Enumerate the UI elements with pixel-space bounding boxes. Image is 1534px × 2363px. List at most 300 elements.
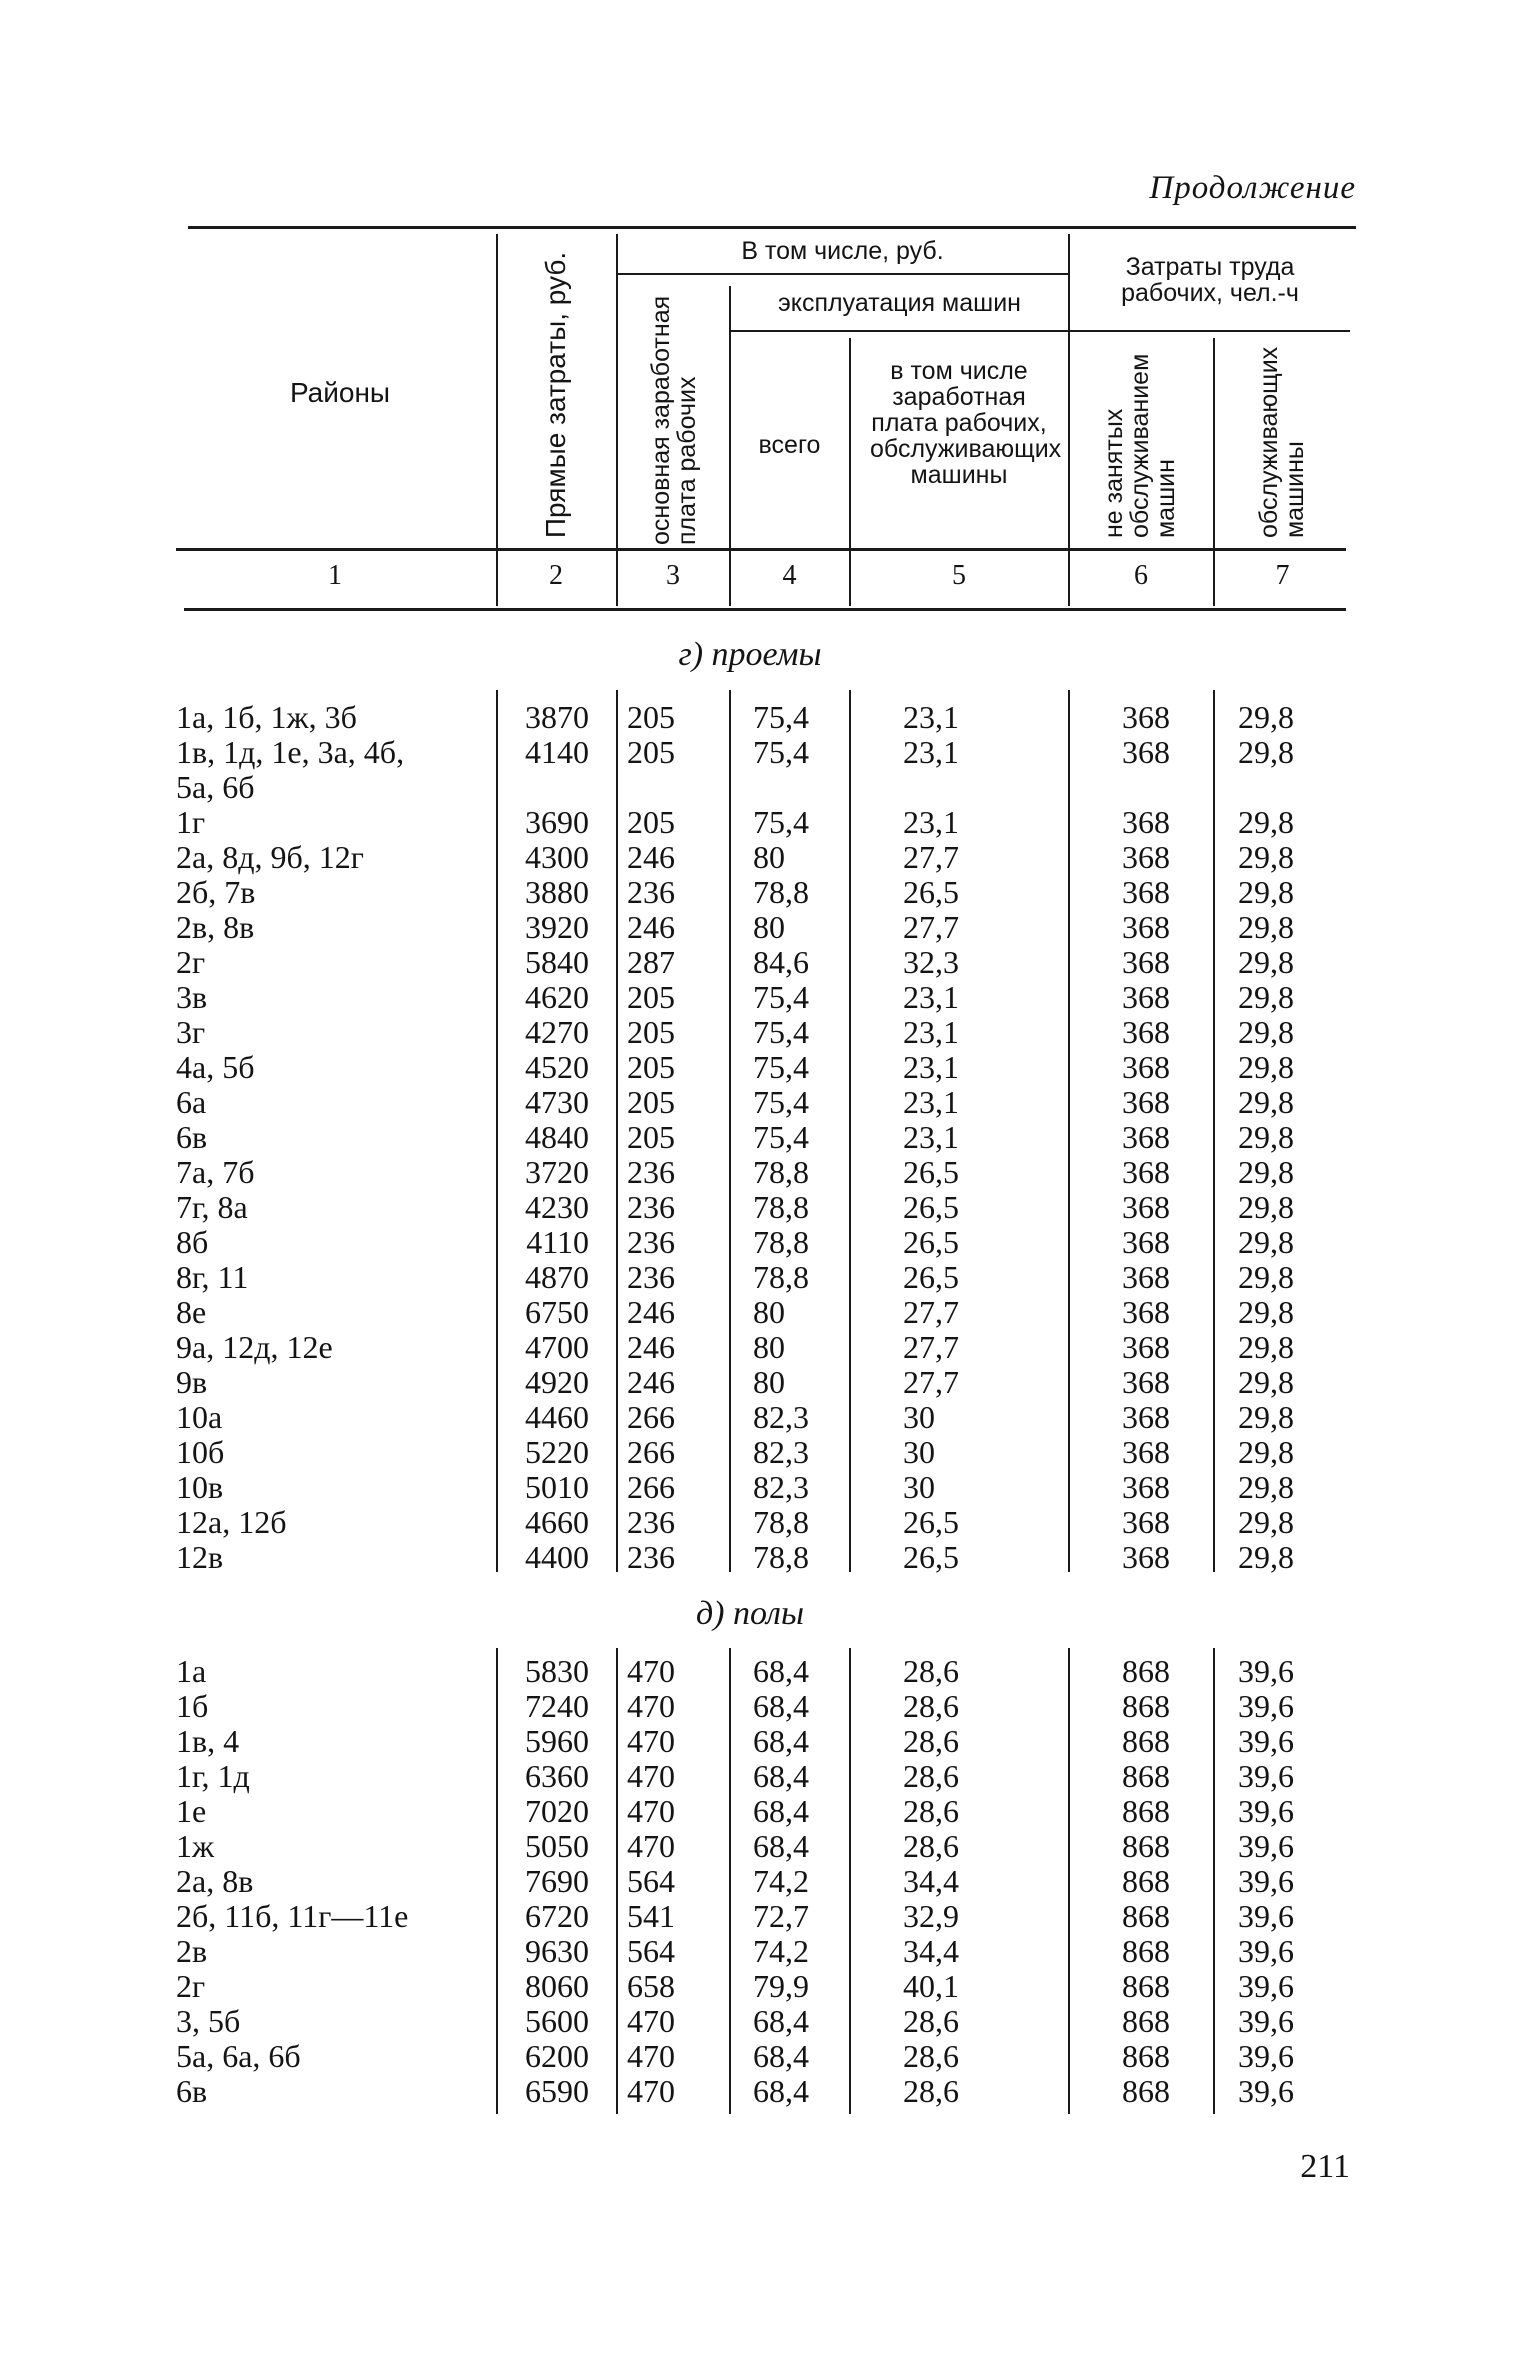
col-number-4: 4 xyxy=(782,560,797,591)
labor-not-employed-cell: 868 xyxy=(1122,1933,1170,1969)
region-cell: 2в, 8в xyxy=(176,909,255,945)
section-title-floors: д) полы xyxy=(695,1595,805,1632)
labor-servicing-cell: 39,6 xyxy=(1238,1828,1294,1864)
table-row xyxy=(176,735,1384,770)
table-row xyxy=(176,805,1384,840)
labor-not-employed-cell: 368 xyxy=(1122,1364,1170,1400)
region-cell: 6в xyxy=(176,1119,208,1155)
labor-not-employed-cell: 368 xyxy=(1122,979,1170,1015)
table-body-floors xyxy=(176,1654,1384,2114)
region-cell: 7а, 7б xyxy=(176,1154,255,1190)
table-row xyxy=(176,840,1384,875)
machine-wage-cell: 23,1 xyxy=(903,804,959,840)
machine-total-cell: 75,4 xyxy=(753,804,809,840)
region-cell: 9а, 12д, 12е xyxy=(176,1329,333,1365)
wage-cell: 236 xyxy=(627,1539,675,1575)
direct-cost-cell: 4460 xyxy=(525,1399,589,1435)
labor-not-employed-cell: 368 xyxy=(1122,874,1170,910)
machine-total-cell: 82,3 xyxy=(753,1399,809,1435)
machine-total-cell: 75,4 xyxy=(753,734,809,770)
machine-wage-cell: 32,9 xyxy=(903,1898,959,1934)
table-row xyxy=(176,700,1384,735)
incl-group-rule xyxy=(618,273,1068,275)
wage-cell: 205 xyxy=(627,1049,675,1085)
machine-wage-cell: 28,6 xyxy=(903,2003,959,2039)
labor-servicing-cell: 29,8 xyxy=(1238,1399,1294,1435)
labor-servicing-cell: 29,8 xyxy=(1238,1294,1294,1330)
labor-servicing-cell: 29,8 xyxy=(1238,1504,1294,1540)
labor-not-employed-cell: 868 xyxy=(1122,1898,1170,1934)
machine-wage-cell: 34,4 xyxy=(903,1863,959,1899)
labor-servicing-cell: 29,8 xyxy=(1238,1539,1294,1575)
region-cell: 3г xyxy=(176,1014,206,1050)
region-cell: 8б xyxy=(176,1224,209,1260)
table-row xyxy=(176,980,1384,1015)
machine-total-cell: 68,4 xyxy=(753,1758,809,1794)
labor-servicing-cell: 29,8 xyxy=(1238,1014,1294,1050)
machine-total-cell: 74,2 xyxy=(753,1863,809,1899)
direct-cost-cell: 4270 xyxy=(525,1014,589,1050)
table-row xyxy=(176,770,1384,805)
direct-cost-cell: 9630 xyxy=(525,1933,589,1969)
wage-cell: 564 xyxy=(627,1933,675,1969)
labor-not-employed-cell: 368 xyxy=(1122,1119,1170,1155)
machine-wage-cell: 27,7 xyxy=(903,1364,959,1400)
direct-cost-cell: 4700 xyxy=(525,1329,589,1365)
labor-servicing-cell: 39,6 xyxy=(1238,1688,1294,1724)
direct-cost-cell: 5010 xyxy=(525,1469,589,1505)
direct-cost-cell: 3870 xyxy=(525,699,589,735)
machine-total-cell: 80 xyxy=(753,1329,785,1365)
table-row xyxy=(176,1794,1384,1829)
col-number-3: 3 xyxy=(666,560,680,591)
machine-total-cell: 80 xyxy=(753,839,785,875)
region-cell: 1е xyxy=(176,1793,207,1829)
region-cell: 2в xyxy=(176,1933,208,1969)
labor-servicing-cell: 39,6 xyxy=(1238,1933,1294,1969)
labor-servicing-cell: 39,6 xyxy=(1238,1968,1294,2004)
machine-wage-cell: 28,6 xyxy=(903,2073,959,2109)
labor-servicing-cell: 39,6 xyxy=(1238,2038,1294,2074)
table-row xyxy=(176,1724,1384,1759)
region-cell: 4а, 5б xyxy=(176,1049,255,1085)
table-row xyxy=(176,1365,1384,1400)
machine-wage-cell: 30 xyxy=(903,1399,935,1435)
labor-not-employed-cell: 868 xyxy=(1122,1828,1170,1864)
machine-total-cell: 68,4 xyxy=(753,1828,809,1864)
labor-servicing-cell: 29,8 xyxy=(1238,1154,1294,1190)
col-number-5: 5 xyxy=(952,560,966,591)
direct-cost-cell: 4660 xyxy=(525,1504,589,1540)
wage-cell: 205 xyxy=(627,804,675,840)
machine-total-cell: 68,4 xyxy=(753,1723,809,1759)
machine-wage-cell: 23,1 xyxy=(903,1049,959,1085)
col-number-2: 2 xyxy=(549,560,563,591)
region-cell: 2г xyxy=(176,1968,206,2004)
labor-servicing-cell: 29,8 xyxy=(1238,1259,1294,1295)
machine-wage-cell: 27,7 xyxy=(903,839,959,875)
labor-not-employed-cell: 368 xyxy=(1122,1294,1170,1330)
labor-not-employed-cell: 368 xyxy=(1122,804,1170,840)
labor-servicing-cell: 29,8 xyxy=(1238,804,1294,840)
machine-total-cell: 84,6 xyxy=(753,944,809,980)
wage-cell: 205 xyxy=(627,1084,675,1120)
wage-cell: 205 xyxy=(627,1014,675,1050)
labor-not-employed-cell: 368 xyxy=(1122,1014,1170,1050)
machine-total-cell: 68,4 xyxy=(753,2073,809,2109)
direct-cost-cell: 6360 xyxy=(525,1758,589,1794)
direct-cost-cell: 4520 xyxy=(525,1049,589,1085)
machine-wage-cell: 30 xyxy=(903,1469,935,1505)
direct-cost-cell: 6720 xyxy=(525,1898,589,1934)
wage-cell: 205 xyxy=(627,699,675,735)
region-cell: 1а, 1б, 1ж, 3б xyxy=(176,699,357,735)
machine-total-cell: 72,7 xyxy=(753,1898,809,1934)
direct-cost-cell: 4920 xyxy=(525,1364,589,1400)
machine-wage-cell: 26,5 xyxy=(903,1154,959,1190)
header-top-rule xyxy=(188,226,1356,229)
wage-cell: 470 xyxy=(627,2073,675,2109)
wage-cell: 246 xyxy=(627,1294,675,1330)
header-sep-6 xyxy=(1213,338,1215,556)
machine-wage-cell: 28,6 xyxy=(903,1758,959,1794)
header-regions: Районы xyxy=(289,377,391,408)
machine-wage-cell: 28,6 xyxy=(903,1688,959,1724)
table-row xyxy=(176,2004,1384,2039)
labor-not-employed-cell: 368 xyxy=(1122,1434,1170,1470)
labor-servicing-cell: 29,8 xyxy=(1238,1119,1294,1155)
direct-cost-cell: 5830 xyxy=(525,1653,589,1689)
machines-group-rule xyxy=(730,330,1068,332)
labor-servicing-cell: 39,6 xyxy=(1238,1863,1294,1899)
region-cell: 5а, 6а, 6б xyxy=(176,2038,301,2074)
wage-cell: 246 xyxy=(627,909,675,945)
labor-not-employed-cell: 368 xyxy=(1122,734,1170,770)
table-row xyxy=(176,1505,1384,1540)
labor-not-employed-cell: 368 xyxy=(1122,909,1170,945)
wage-cell: 236 xyxy=(627,1504,675,1540)
region-cell: 1в, 4 xyxy=(176,1723,240,1759)
machine-wage-cell: 23,1 xyxy=(903,734,959,770)
region-cell: 2б, 7в xyxy=(176,874,256,910)
region-cell: 10в xyxy=(176,1469,224,1505)
labor-not-employed-cell: 368 xyxy=(1122,699,1170,735)
labor-servicing-cell: 29,8 xyxy=(1238,944,1294,980)
direct-cost-cell: 4300 xyxy=(525,839,589,875)
labor-servicing-cell: 29,8 xyxy=(1238,1049,1294,1085)
labor-servicing-cell: 29,8 xyxy=(1238,979,1294,1015)
labor-servicing-cell: 29,8 xyxy=(1238,1189,1294,1225)
labor-not-employed-cell: 368 xyxy=(1122,1399,1170,1435)
labor-not-employed-cell: 868 xyxy=(1122,1863,1170,1899)
direct-cost-cell: 8060 xyxy=(525,1968,589,2004)
labor-not-employed-cell: 868 xyxy=(1122,1793,1170,1829)
wage-cell: 205 xyxy=(627,1119,675,1155)
machine-total-cell: 82,3 xyxy=(753,1469,809,1505)
wage-cell: 470 xyxy=(627,2003,675,2039)
section-title-openings: г) проемы xyxy=(678,636,822,673)
machine-wage-cell: 26,5 xyxy=(903,1539,959,1575)
region-cell: 9в xyxy=(176,1364,208,1400)
labor-servicing-cell: 39,6 xyxy=(1238,1898,1294,1934)
labor-servicing-cell: 29,8 xyxy=(1238,1434,1294,1470)
region-cell: 1в, 1д, 1е, 3а, 4б, xyxy=(176,734,405,770)
wage-cell: 236 xyxy=(627,874,675,910)
header-machine-wage: в том числе заработная плата рабочих, обслуживающих машины xyxy=(870,357,1062,489)
wage-cell: 266 xyxy=(627,1399,675,1435)
labor-not-employed-cell: 368 xyxy=(1122,1504,1170,1540)
labor-servicing-cell: 39,6 xyxy=(1238,1723,1294,1759)
region-cell: 1а xyxy=(176,1653,207,1689)
labor-not-employed-cell: 368 xyxy=(1122,1154,1170,1190)
machine-wage-cell: 26,5 xyxy=(903,874,959,910)
region-cell: 7г, 8а xyxy=(176,1189,248,1225)
machine-total-cell: 75,4 xyxy=(753,979,809,1015)
labor-not-employed-cell: 868 xyxy=(1122,2003,1170,2039)
region-cell: 8е xyxy=(176,1294,207,1330)
machine-wage-cell: 26,5 xyxy=(903,1504,959,1540)
region-cell: 8г, 11 xyxy=(176,1259,249,1295)
machine-wage-cell: 27,7 xyxy=(903,1329,959,1365)
wage-cell: 236 xyxy=(627,1259,675,1295)
direct-cost-cell: 3720 xyxy=(525,1154,589,1190)
direct-cost-cell: 3690 xyxy=(525,804,589,840)
labor-servicing-cell: 29,8 xyxy=(1238,909,1294,945)
machine-total-cell: 75,4 xyxy=(753,699,809,735)
col-number-7: 7 xyxy=(1275,560,1290,591)
labor-servicing-cell: 29,8 xyxy=(1238,1329,1294,1365)
machine-wage-cell: 27,7 xyxy=(903,1294,959,1330)
machine-wage-cell: 23,1 xyxy=(903,1014,959,1050)
machine-wage-cell: 28,6 xyxy=(903,1793,959,1829)
machine-wage-cell: 23,1 xyxy=(903,1119,959,1155)
wage-cell: 470 xyxy=(627,1828,675,1864)
labor-group-rule xyxy=(1070,330,1350,332)
labor-servicing-cell: 29,8 xyxy=(1238,1469,1294,1505)
region-cell: 1г, 1д xyxy=(176,1758,250,1794)
col-number-1: 1 xyxy=(328,560,342,591)
machine-wage-cell: 23,1 xyxy=(903,699,959,735)
machine-wage-cell: 27,7 xyxy=(903,909,959,945)
labor-not-employed-cell: 868 xyxy=(1122,1758,1170,1794)
labor-not-employed-cell: 868 xyxy=(1122,1688,1170,1724)
table-body-openings xyxy=(176,700,1384,1580)
region-cell: 10б xyxy=(176,1434,225,1470)
direct-cost-cell: 4230 xyxy=(525,1189,589,1225)
wage-cell: 266 xyxy=(627,1469,675,1505)
table-row xyxy=(176,1759,1384,1794)
labor-not-employed-cell: 868 xyxy=(1122,1653,1170,1689)
machine-wage-cell: 26,5 xyxy=(903,1189,959,1225)
header-machines-group: эксплуатация машин xyxy=(778,289,1021,317)
region-cell: 2б, 11б, 11г—11е xyxy=(176,1898,409,1934)
wage-cell: 246 xyxy=(627,1364,675,1400)
labor-not-employed-cell: 868 xyxy=(1122,2038,1170,2074)
machine-wage-cell: 32,3 xyxy=(903,944,959,980)
direct-cost-cell: 5220 xyxy=(525,1434,589,1470)
wage-cell: 236 xyxy=(627,1154,675,1190)
table-row xyxy=(176,1934,1384,1969)
table-row xyxy=(176,1969,1384,2004)
machine-total-cell: 75,4 xyxy=(753,1049,809,1085)
machine-wage-cell: 23,1 xyxy=(903,979,959,1015)
machine-total-cell: 78,8 xyxy=(753,1539,809,1575)
machine-total-cell: 74,2 xyxy=(753,1933,809,1969)
machine-wage-cell: 28,6 xyxy=(903,1653,959,1689)
labor-servicing-cell: 29,8 xyxy=(1238,1364,1294,1400)
header-bottom-rule xyxy=(176,548,1346,551)
machine-total-cell: 68,4 xyxy=(753,1653,809,1689)
machine-total-cell: 75,4 xyxy=(753,1084,809,1120)
table-row xyxy=(176,875,1384,910)
header-machines-total: всего xyxy=(758,431,821,459)
table-row xyxy=(176,1540,1384,1575)
machine-wage-cell: 28,6 xyxy=(903,2038,959,2074)
header-labor-servicing: обслуживающих машины xyxy=(1255,346,1309,538)
table-row xyxy=(176,910,1384,945)
machine-wage-cell: 23,1 xyxy=(903,1084,959,1120)
labor-servicing-cell: 29,8 xyxy=(1238,1224,1294,1260)
wage-cell: 236 xyxy=(627,1224,675,1260)
wage-cell: 564 xyxy=(627,1863,675,1899)
wage-cell: 541 xyxy=(627,1898,675,1934)
machine-total-cell: 68,4 xyxy=(753,1688,809,1724)
table-row xyxy=(176,1050,1384,1085)
labor-not-employed-cell: 368 xyxy=(1122,1469,1170,1505)
region-cell: 1г xyxy=(176,804,206,840)
table-row xyxy=(176,1435,1384,1470)
wage-cell: 470 xyxy=(627,1653,675,1689)
region-cell: 2а, 8в xyxy=(176,1863,254,1899)
labor-servicing-cell: 29,8 xyxy=(1238,839,1294,875)
machine-total-cell: 78,8 xyxy=(753,1189,809,1225)
header-incl-group: В том числе, руб. xyxy=(741,237,944,265)
table-row xyxy=(176,1015,1384,1050)
wage-cell: 246 xyxy=(627,839,675,875)
direct-cost-cell: 6200 xyxy=(525,2038,589,2074)
continuation-label: Продолжение xyxy=(1149,170,1356,206)
table-row xyxy=(176,1654,1384,1689)
labor-not-employed-cell: 368 xyxy=(1122,1539,1170,1575)
labor-servicing-cell: 39,6 xyxy=(1238,1793,1294,1829)
labor-servicing-cell: 39,6 xyxy=(1238,1653,1294,1689)
labor-not-employed-cell: 368 xyxy=(1122,1049,1170,1085)
labor-not-employed-cell: 368 xyxy=(1122,1224,1170,1260)
machine-total-cell: 68,4 xyxy=(753,2038,809,2074)
direct-cost-cell: 6590 xyxy=(525,2073,589,2109)
header-sep-5 xyxy=(1068,234,1070,556)
table-row xyxy=(176,2074,1384,2109)
header-wage: основная заработная плата рабочих xyxy=(647,295,701,545)
region-cell: 1ж xyxy=(176,1828,215,1864)
direct-cost-cell: 5050 xyxy=(525,1828,589,1864)
labor-not-employed-cell: 868 xyxy=(1122,1968,1170,2004)
region-cell: 1б xyxy=(176,1688,209,1724)
table-row xyxy=(176,1864,1384,1899)
machine-wage-cell: 28,6 xyxy=(903,1723,959,1759)
header-sep-3 xyxy=(729,286,731,556)
labor-servicing-cell: 39,6 xyxy=(1238,1758,1294,1794)
table-row xyxy=(176,1085,1384,1120)
direct-cost-cell: 7020 xyxy=(525,1793,589,1829)
table-row xyxy=(176,1689,1384,1724)
wage-cell: 266 xyxy=(627,1434,675,1470)
labor-servicing-cell: 29,8 xyxy=(1238,1084,1294,1120)
direct-cost-cell: 3880 xyxy=(525,874,589,910)
machine-wage-cell: 40,1 xyxy=(903,1968,959,2004)
table-row xyxy=(176,945,1384,980)
machine-total-cell: 79,9 xyxy=(753,1968,809,2004)
wage-cell: 470 xyxy=(627,1758,675,1794)
region-cell: 3в xyxy=(176,979,208,1015)
direct-cost-cell: 4870 xyxy=(525,1259,589,1295)
header-sep-2 xyxy=(616,234,618,556)
machine-total-cell: 75,4 xyxy=(753,1119,809,1155)
labor-servicing-cell: 29,8 xyxy=(1238,734,1294,770)
machine-total-cell: 80 xyxy=(753,909,785,945)
wage-cell: 658 xyxy=(627,1968,675,2004)
machine-total-cell: 78,8 xyxy=(753,1259,809,1295)
labor-not-employed-cell: 868 xyxy=(1122,2073,1170,2109)
region-cell: 6в xyxy=(176,2073,208,2109)
header-labor-not-employed: не занятых обслуживанием машин xyxy=(1100,353,1180,538)
machine-total-cell: 75,4 xyxy=(753,1014,809,1050)
region-cell: 6а xyxy=(176,1084,207,1120)
machine-wage-cell: 26,5 xyxy=(903,1224,959,1260)
wage-cell: 205 xyxy=(627,734,675,770)
machine-wage-cell: 26,5 xyxy=(903,1259,959,1295)
table-row xyxy=(176,1190,1384,1225)
table-row xyxy=(176,1295,1384,1330)
wage-cell: 287 xyxy=(627,944,675,980)
region-cell: 10а xyxy=(176,1399,223,1435)
machine-wage-cell: 30 xyxy=(903,1434,935,1470)
machine-wage-cell: 34,4 xyxy=(903,1933,959,1969)
machine-total-cell: 78,8 xyxy=(753,1154,809,1190)
header-labor-group: Затраты труда рабочих, чел.-ч xyxy=(1121,253,1299,307)
table-row xyxy=(176,1120,1384,1155)
machine-total-cell: 78,8 xyxy=(753,874,809,910)
wage-cell: 205 xyxy=(627,979,675,1015)
direct-cost-cell: 7690 xyxy=(525,1863,589,1899)
direct-cost-cell: 5600 xyxy=(525,2003,589,2039)
wage-cell: 236 xyxy=(627,1189,675,1225)
region-cell: 12в xyxy=(176,1539,224,1575)
header-sep-4 xyxy=(849,338,851,556)
table-row xyxy=(176,1330,1384,1365)
machine-total-cell: 68,4 xyxy=(753,1793,809,1829)
direct-cost-cell: 6750 xyxy=(525,1294,589,1330)
table-row xyxy=(176,1829,1384,1864)
table-row xyxy=(176,1899,1384,1934)
column-numbers-rule xyxy=(184,608,1346,611)
region-cell: 5а, 6б xyxy=(176,769,255,805)
direct-cost-cell: 4620 xyxy=(525,979,589,1015)
labor-servicing-cell: 39,6 xyxy=(1238,2003,1294,2039)
region-cell: 2г xyxy=(176,944,206,980)
wage-cell: 470 xyxy=(627,2038,675,2074)
labor-not-employed-cell: 368 xyxy=(1122,1189,1170,1225)
machine-total-cell: 78,8 xyxy=(753,1504,809,1540)
table-row xyxy=(176,1400,1384,1435)
labor-not-employed-cell: 368 xyxy=(1122,839,1170,875)
direct-cost-cell: 5960 xyxy=(525,1723,589,1759)
region-cell: 12а, 12б xyxy=(176,1504,287,1540)
table-row xyxy=(176,1155,1384,1190)
labor-servicing-cell: 39,6 xyxy=(1238,2073,1294,2109)
direct-cost-cell: 4400 xyxy=(525,1539,589,1575)
wage-cell: 470 xyxy=(627,1688,675,1724)
